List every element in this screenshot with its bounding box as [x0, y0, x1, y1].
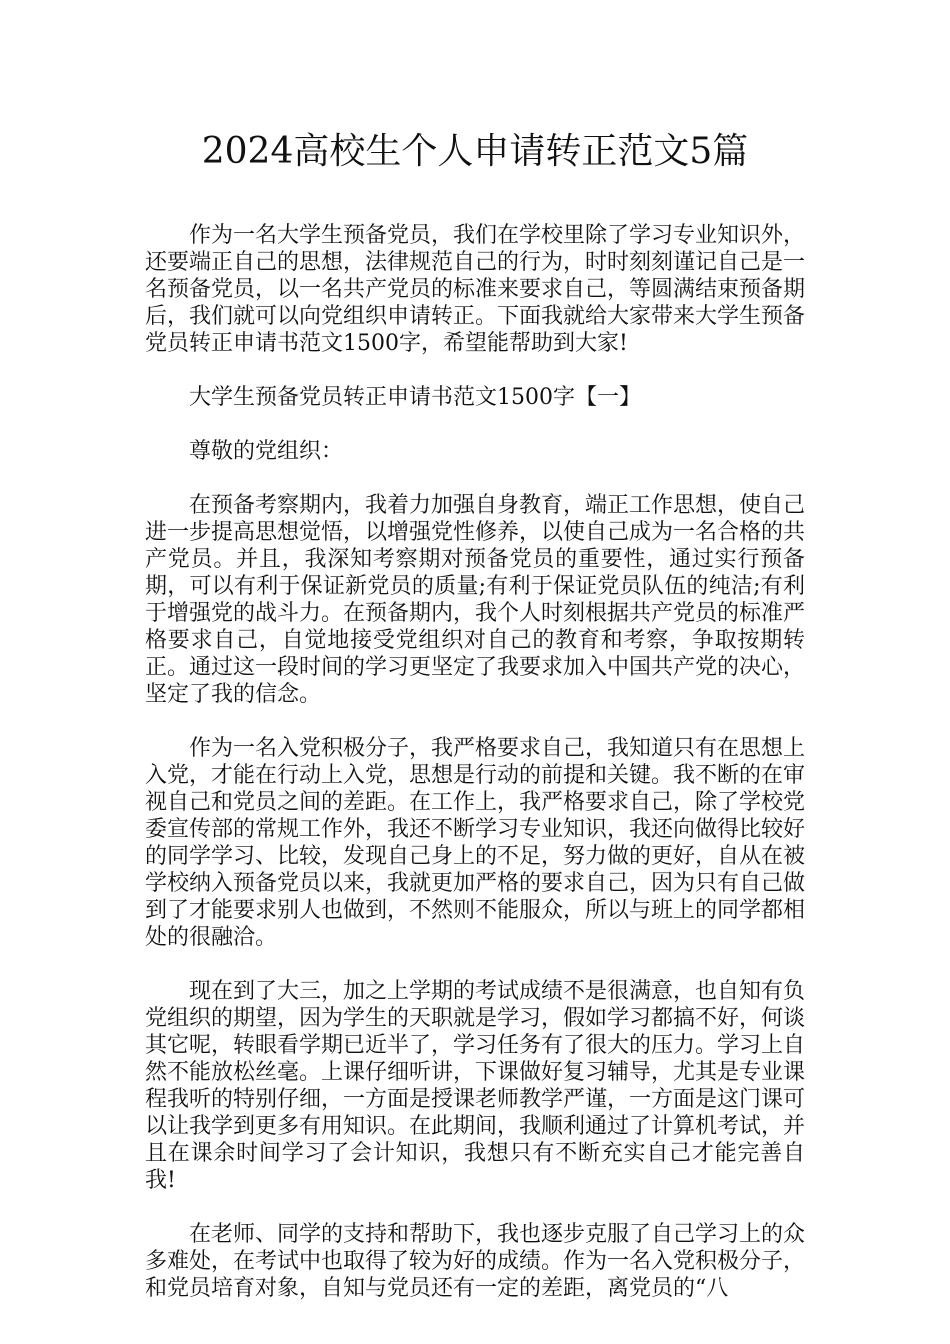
body-paragraph: 在预备考察期内，我着力加强自身教育，端正工作思想，使自己进一步提高思想觉悟，以增强党性修养，以使自己成为一名合格的共产党员。并且，我深知考察期对预备党员的重要性，通过实行预备期，可以有利于保证新党员的质量;有利于保证党员队伍的纯洁;有利于增强党的战斗力。在预备期内，我个人时刻根据共产党员的标准严格要求自己，自觉地接受党组织对自己的教育和考察，争取按期转正。通过这一段时间的学习更坚定了我要求加入中国共产党的决心，坚定了我的信念。 — [145, 493, 806, 707]
intro-paragraph: 作为一名大学生预备党员，我们在学校里除了学习专业知识外，还要端正自己的思想，法律规范自己的行为，时时刻刻谨记自己是一名预备党员，以一名共产党员的标准来要求自己，等圆满结束预备期后，我们就可以向党组织申请转正。下面我就给大家带来大学生预备党员转正申请书范文1500字，希望能帮助到大家! — [145, 223, 806, 356]
salutation: 尊敬的党组织： — [189, 439, 344, 464]
body-paragraph: 作为一名入党积极分子，我严格要求自己，我知道只有在思想上入党，才能在行动上入党，思想是行动的前提和关键。我不断的在审视自己和党员之间的差距。在工作上，我严格要求自己，除了学校党委宣传部的常规工作外，我还不断学习专业知识，我还向做得比较好的同学学习、比较，发现自己身上的不足，努力做的更好，自从在被学校纳入预备党员以来，我就更加严格的要求自己，因为只有自己做到了才能要求别人也做到，不然则不能服众，所以与班上的同学都相处的很融洽。 — [145, 736, 806, 950]
body-paragraph: 在老师、同学的支持和帮助下，我也逐步克服了自己学习上的众多难处，在考试中也取得了较为好的成绩。作为一名入党积极分子，和党员培育对象，自知与党员还有一定的差距，离党员的“八 — [145, 1222, 806, 1301]
body-paragraph: 现在到了大三，加之上学期的考试成绩不是很满意，也自知有负党组织的期望，因为学生的天职就是学习，假如学习都搞不好，何谈其它呢，转眼看学期已近半了，学习任务有了很大的压力。学习上自然不能放松丝毫。上课仔细听讲，下课做好复习辅导，尤其是专业课程我听的特别仔细，一方面是授课老师教学严谨，一方面是这门课可以让我学到更多有用知识。在此期间，我顺利通过了计算机考试，并且在课余时间学习了会计知识，我想只有不断充实自己才能完善自我! — [145, 979, 806, 1193]
document-body — [145, 222, 805, 1329]
section-heading: 大学生预备党员转正申请书范文1500字【一】 — [189, 385, 641, 410]
document-title: 2024高校生个人申请转正范文5篇 — [201, 131, 749, 172]
